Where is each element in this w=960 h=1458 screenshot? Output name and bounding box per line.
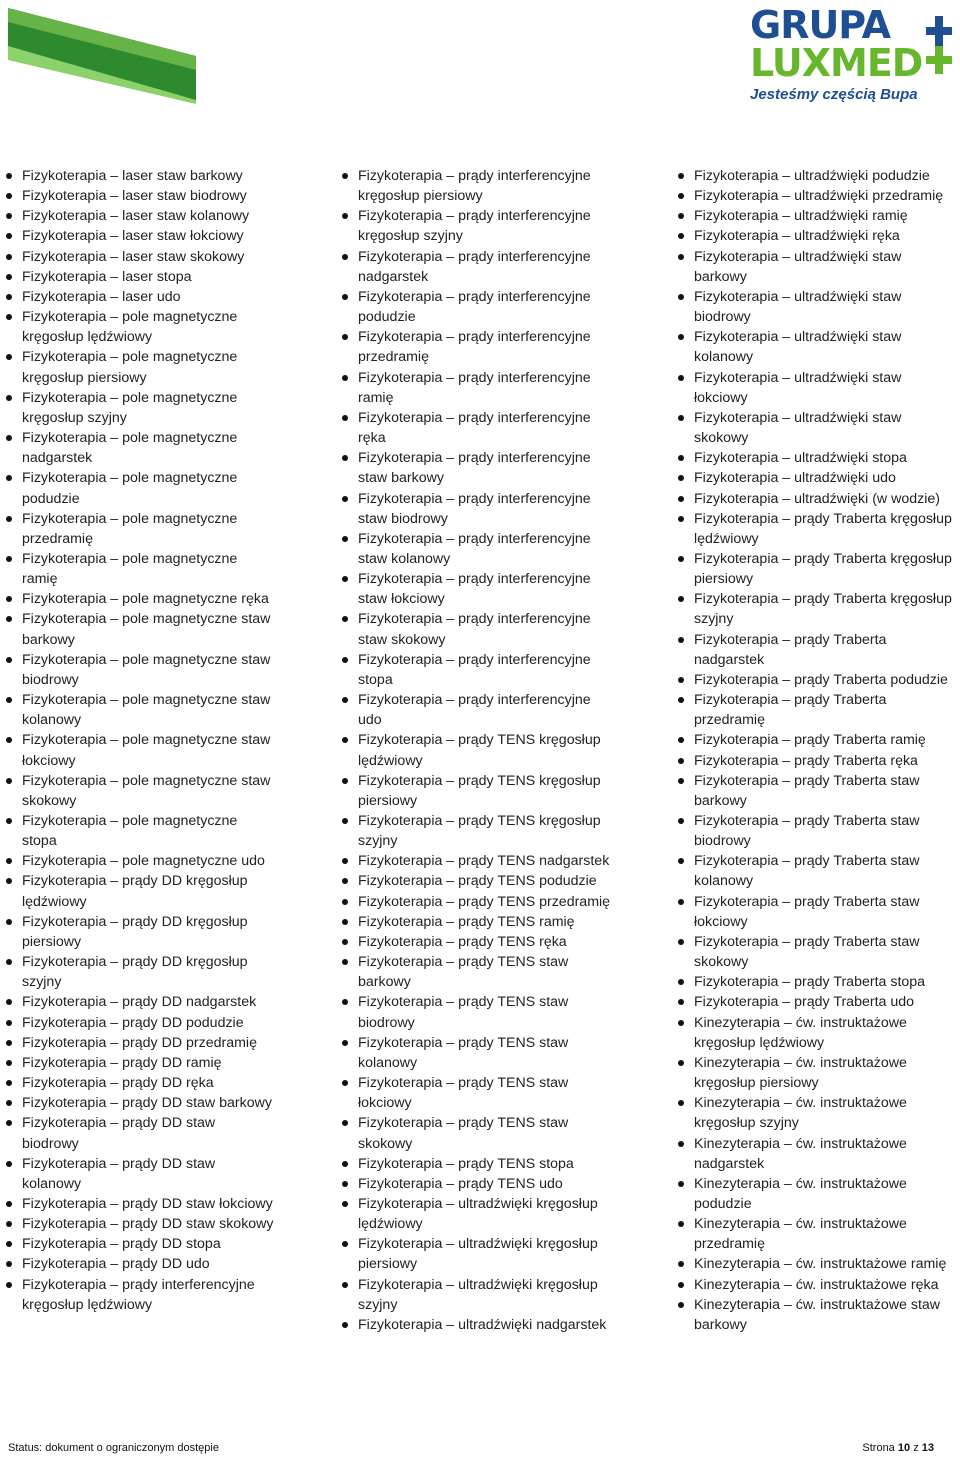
list-item: Fizykoterapia – pole magnetyczne stopa [4, 811, 274, 851]
list-item: Fizykoterapia – prądy TENS kręgosłup szyjny [340, 811, 618, 851]
list-item: Fizykoterapia – prądy Traberta staw biodrowy [676, 811, 956, 851]
logo-cross-icon [926, 14, 952, 76]
list-item: Fizykoterapia – ultradźwięki staw łokciowy [676, 368, 956, 408]
list-item: Fizykoterapia – prądy DD podudzie [4, 1013, 274, 1033]
page-current: 10 [897, 1442, 911, 1454]
list-item: Fizykoterapia – prądy interferencyjne kręgosłup lędźwiowy [4, 1275, 274, 1315]
list-item: Fizykoterapia – prądy interferencyjne udo [340, 690, 618, 730]
list-item: Fizykoterapia – prądy DD staw barkowy [4, 1093, 274, 1113]
list-item: Fizykoterapia – prądy TENS podudzie [340, 871, 618, 891]
list-item: Fizykoterapia – prądy Traberta kręgosłup szyjny [676, 589, 956, 629]
list-item: Fizykoterapia – prądy Traberta nadgarstek [676, 630, 956, 670]
list-item: Fizykoterapia – prądy TENS stopa [340, 1154, 618, 1174]
list-item: Fizykoterapia – pole magnetyczne nadgarstek [4, 428, 274, 468]
list-item: Fizykoterapia – prądy Traberta kręgosłup piersiowy [676, 549, 956, 589]
list-item: Fizykoterapia – ultradźwięki przedramię [676, 186, 956, 206]
page-label: Strona [862, 1442, 895, 1454]
list-item: Fizykoterapia – prądy DD staw kolanowy [4, 1154, 274, 1194]
logo-tagline: Jesteśmy częścią Bupa [750, 86, 918, 103]
list-item: Fizykoterapia – ultradźwięki stopa [676, 448, 956, 468]
list-item: Fizykoterapia – pole magnetyczne kręgosłup lędźwiowy [4, 307, 274, 347]
list-item: Kinezyterapia – ćw. instruktażowe kręgosłup szyjny [676, 1093, 956, 1133]
list-item: Fizykoterapia – pole magnetyczne udo [4, 851, 274, 871]
list-item: Fizykoterapia – prądy TENS staw barkowy [340, 952, 618, 992]
list-item: Fizykoterapia – prądy Traberta staw łokciowy [676, 892, 956, 932]
list-item: Fizykoterapia – ultradźwięki kręgosłup piersiowy [340, 1234, 618, 1274]
list-item: Fizykoterapia – prądy interferencyjne staw barkowy [340, 448, 618, 488]
list-item: Fizykoterapia – laser stopa [4, 267, 274, 287]
list-item: Fizykoterapia – laser staw łokciowy [4, 226, 274, 246]
list-item: Fizykoterapia – ultradźwięki staw biodrowy [676, 287, 956, 327]
list-item: Fizykoterapia – laser staw skokowy [4, 247, 274, 267]
service-list-column-1 [4, 166, 274, 1315]
list-item: Fizykoterapia – prądy Traberta kręgosłup lędźwiowy [676, 509, 956, 549]
list-item: Fizykoterapia – prądy Traberta staw skokowy [676, 932, 956, 972]
list-item: Fizykoterapia – ultradźwięki nadgarstek [340, 1315, 618, 1335]
list-item: Fizykoterapia – prądy DD ręka [4, 1073, 274, 1093]
list-item: Fizykoterapia – pole magnetyczne ramię [4, 549, 274, 589]
list-item: Fizykoterapia – prądy TENS ramię [340, 912, 618, 932]
list-item: Fizykoterapia – prądy TENS staw skokowy [340, 1113, 618, 1153]
list-item: Fizykoterapia – prądy Traberta staw kolanowy [676, 851, 956, 891]
list-item: Kinezyterapia – ćw. instruktażowe staw barkowy [676, 1295, 956, 1335]
logo-line-grupa: GRUPA [750, 3, 891, 47]
list-item: Fizykoterapia – prądy TENS ręka [340, 932, 618, 952]
list-item: Fizykoterapia – ultradźwięki udo [676, 468, 956, 488]
list-item: Fizykoterapia – prądy DD stopa [4, 1234, 274, 1254]
list-item: Fizykoterapia – laser staw biodrowy [4, 186, 274, 206]
list-item: Fizykoterapia – ultradźwięki kręgosłup lędźwiowy [340, 1194, 618, 1234]
list-item: Fizykoterapia – prądy interferencyjne stopa [340, 650, 618, 690]
page-total: 13 [921, 1442, 934, 1454]
list-item: Fizykoterapia – prądy DD kręgosłup szyjny [4, 952, 274, 992]
list-item: Fizykoterapia – prądy TENS przedramię [340, 892, 618, 912]
list-item: Fizykoterapia – prądy DD ramię [4, 1053, 274, 1073]
list-item: Fizykoterapia – prądy Traberta przedramię [676, 690, 956, 730]
list-item: Fizykoterapia – prądy DD staw łokciowy [4, 1194, 274, 1214]
list-item: Fizykoterapia – ultradźwięki staw barkowy [676, 247, 956, 287]
list-item: Fizykoterapia – ultradźwięki staw kolanowy [676, 327, 956, 367]
list-item: Kinezyterapia – ćw. instruktażowe przedramię [676, 1214, 956, 1254]
list-item: Fizykoterapia – pole magnetyczne staw skokowy [4, 771, 274, 811]
list-item: Fizykoterapia – pole magnetyczne kręgosłup piersiowy [4, 347, 274, 387]
list-item: Fizykoterapia – prądy TENS staw biodrowy [340, 992, 618, 1032]
page-number [862, 1442, 934, 1454]
list-item: Fizykoterapia – prądy DD udo [4, 1254, 274, 1274]
list-item: Fizykoterapia – prądy TENS kręgosłup lędźwiowy [340, 730, 618, 770]
list-item: Kinezyterapia – ćw. instruktażowe podudzie [676, 1174, 956, 1214]
luxmed-logo [748, 3, 954, 106]
list-item: Fizykoterapia – prądy interferencyjne ręka [340, 408, 618, 448]
list-item: Fizykoterapia – prądy TENS staw kolanowy [340, 1033, 618, 1073]
list-item: Fizykoterapia – prądy interferencyjne staw kolanowy [340, 529, 618, 569]
list-item: Fizykoterapia – prądy interferencyjne staw biodrowy [340, 489, 618, 529]
list-item: Fizykoterapia – prądy Traberta stopa [676, 972, 956, 992]
list-item: Fizykoterapia – prądy DD kręgosłup lędźwiowy [4, 871, 274, 911]
document-status: Status: dokument o ograniczonym dostępie [8, 1442, 219, 1454]
list-item: Fizykoterapia – ultradźwięki ramię [676, 206, 956, 226]
service-list-column-2 [340, 166, 618, 1335]
list-item: Kinezyterapia – ćw. instruktażowe ramię [676, 1254, 956, 1274]
green-banner-graphic [0, 0, 200, 110]
list-item: Fizykoterapia – pole magnetyczne staw barkowy [4, 609, 274, 649]
list-item: Fizykoterapia – prądy DD przedramię [4, 1033, 274, 1053]
service-list-column-3 [676, 166, 956, 1335]
list-item: Fizykoterapia – ultradźwięki kręgosłup szyjny [340, 1275, 618, 1315]
list-item: Fizykoterapia – prądy DD nadgarstek [4, 992, 274, 1012]
list-item: Fizykoterapia – pole magnetyczne przedramię [4, 509, 274, 549]
list-item: Fizykoterapia – ultradźwięki ręka [676, 226, 956, 246]
list-item: Fizykoterapia – prądy DD staw biodrowy [4, 1113, 274, 1153]
list-item: Fizykoterapia – prądy interferencyjne ramię [340, 368, 618, 408]
list-item: Fizykoterapia – prądy Traberta ręka [676, 751, 956, 771]
list-item: Fizykoterapia – pole magnetyczne kręgosłup szyjny [4, 388, 274, 428]
page-of-label: z [913, 1442, 919, 1454]
list-item: Fizykoterapia – pole magnetyczne staw łokciowy [4, 730, 274, 770]
list-item: Fizykoterapia – ultradźwięki podudzie [676, 166, 956, 186]
list-item: Kinezyterapia – ćw. instruktażowe kręgosłup lędźwiowy [676, 1013, 956, 1053]
logo-line-luxmed: LUXMED [750, 41, 923, 85]
list-item: Fizykoterapia – prądy interferencyjne przedramię [340, 327, 618, 367]
list-item: Fizykoterapia – laser staw barkowy [4, 166, 274, 186]
list-item: Fizykoterapia – laser udo [4, 287, 274, 307]
list-item: Fizykoterapia – prądy TENS nadgarstek [340, 851, 618, 871]
list-item: Fizykoterapia – ultradźwięki staw skokowy [676, 408, 956, 448]
list-item: Fizykoterapia – prądy interferencyjne podudzie [340, 287, 618, 327]
list-item: Fizykoterapia – prądy TENS udo [340, 1174, 618, 1194]
list-item: Fizykoterapia – prądy TENS kręgosłup piersiowy [340, 771, 618, 811]
list-item: Kinezyterapia – ćw. instruktażowe kręgosłup piersiowy [676, 1053, 956, 1093]
list-item: Fizykoterapia – prądy interferencyjne kręgosłup szyjny [340, 206, 618, 246]
list-item: Fizykoterapia – prądy TENS staw łokciowy [340, 1073, 618, 1113]
list-item: Fizykoterapia – prądy interferencyjne staw łokciowy [340, 569, 618, 609]
list-item: Fizykoterapia – prądy Traberta staw barkowy [676, 771, 956, 811]
list-item: Kinezyterapia – ćw. instruktażowe nadgarstek [676, 1134, 956, 1174]
list-item: Fizykoterapia – prądy DD kręgosłup piersiowy [4, 912, 274, 952]
list-item: Fizykoterapia – pole magnetyczne staw biodrowy [4, 650, 274, 690]
list-item: Fizykoterapia – prądy DD staw skokowy [4, 1214, 274, 1234]
list-item: Kinezyterapia – ćw. instruktażowe ręka [676, 1275, 956, 1295]
list-item: Fizykoterapia – prądy Traberta udo [676, 992, 956, 1012]
list-item: Fizykoterapia – ultradźwięki (w wodzie) [676, 489, 956, 509]
list-item: Fizykoterapia – prądy Traberta ramię [676, 730, 956, 750]
list-item: Fizykoterapia – pole magnetyczne staw kolanowy [4, 690, 274, 730]
list-item: Fizykoterapia – laser staw kolanowy [4, 206, 274, 226]
list-item: Fizykoterapia – pole magnetyczne ręka [4, 589, 274, 609]
list-item: Fizykoterapia – prądy interferencyjne staw skokowy [340, 609, 618, 649]
list-item: Fizykoterapia – prądy Traberta podudzie [676, 670, 956, 690]
list-item: Fizykoterapia – pole magnetyczne podudzie [4, 468, 274, 508]
list-item: Fizykoterapia – prądy interferencyjne kręgosłup piersiowy [340, 166, 618, 206]
list-item: Fizykoterapia – prądy interferencyjne nadgarstek [340, 247, 618, 287]
